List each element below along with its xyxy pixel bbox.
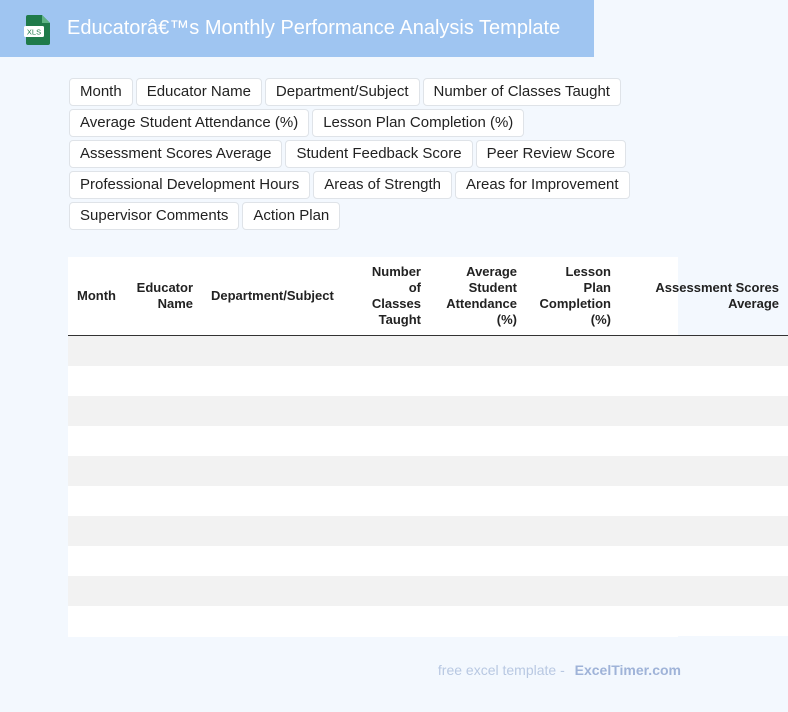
column-header: Number of Classes Taught [348, 257, 430, 336]
table-cell[interactable] [620, 546, 788, 576]
table-cell[interactable] [202, 336, 348, 367]
column-tag: Areas of Strength [313, 171, 452, 199]
table-cell[interactable] [430, 576, 526, 606]
table-cell[interactable] [430, 546, 526, 576]
table-cell[interactable] [526, 396, 620, 426]
table-cell[interactable] [68, 426, 126, 456]
table-cell[interactable] [68, 606, 126, 636]
table-cell[interactable] [430, 336, 526, 367]
column-tag: Action Plan [242, 202, 340, 230]
column-header: Assessment Scores Average [620, 257, 788, 336]
table-cell[interactable] [348, 486, 430, 516]
table-row [68, 426, 788, 456]
column-tag: Assessment Scores Average [69, 140, 282, 168]
table-cell[interactable] [68, 366, 126, 396]
footer-brand-link[interactable]: ExcelTimer.com [574, 662, 681, 678]
table-cell[interactable] [430, 366, 526, 396]
table-cell[interactable] [126, 516, 202, 546]
table-cell[interactable] [68, 486, 126, 516]
table-cell[interactable] [526, 456, 620, 486]
table-cell[interactable] [348, 396, 430, 426]
table-cell[interactable] [620, 576, 788, 606]
column-header: Month [68, 257, 126, 336]
table-cell[interactable] [348, 516, 430, 546]
table-cell[interactable] [348, 576, 430, 606]
table-cell[interactable] [68, 336, 126, 367]
table-row [68, 456, 788, 486]
table-cell[interactable] [430, 606, 526, 636]
column-tag: Average Student Attendance (%) [69, 109, 309, 137]
table-cell[interactable] [430, 456, 526, 486]
table-cell[interactable] [202, 576, 348, 606]
table-cell[interactable] [348, 546, 430, 576]
xls-file-icon [24, 15, 50, 45]
table-cell[interactable] [126, 426, 202, 456]
column-tag: Lesson Plan Completion (%) [312, 109, 524, 137]
page-title: Educatorâ€™s Monthly Performance Analysis Template [67, 17, 561, 39]
table-cell[interactable] [526, 516, 620, 546]
column-tag: Month [69, 78, 133, 106]
table-cell[interactable] [348, 456, 430, 486]
table-row [68, 606, 788, 636]
table-cell[interactable] [202, 546, 348, 576]
table-cell[interactable] [620, 606, 788, 636]
table-cell[interactable] [620, 426, 788, 456]
data-table [68, 257, 788, 636]
svg-text:XLS: XLS [26, 27, 42, 37]
column-header: Lesson Plan Completion (%) [526, 257, 620, 336]
table-cell[interactable] [126, 396, 202, 426]
table-cell[interactable] [620, 336, 788, 367]
table-cell[interactable] [620, 366, 788, 396]
table-row [68, 396, 788, 426]
table-cell[interactable] [620, 486, 788, 516]
table-cell[interactable] [620, 396, 788, 426]
table-cell[interactable] [202, 516, 348, 546]
table-cell[interactable] [68, 456, 126, 486]
column-tag: Professional Development Hours [69, 171, 310, 199]
table-cell[interactable] [126, 486, 202, 516]
table-cell[interactable] [430, 426, 526, 456]
column-tags [69, 78, 639, 230]
table-cell[interactable] [68, 576, 126, 606]
table-cell[interactable] [202, 366, 348, 396]
table-cell[interactable] [348, 336, 430, 367]
table-cell[interactable] [68, 516, 126, 546]
title-bar [0, 0, 594, 57]
column-tag: Areas for Improvement [455, 171, 630, 199]
table-cell[interactable] [526, 606, 620, 636]
table-row [68, 336, 788, 367]
table-cell[interactable] [348, 426, 430, 456]
footer-prefix: free excel template - [437, 662, 565, 678]
table-cell[interactable] [430, 516, 526, 546]
table-cell[interactable] [126, 606, 202, 636]
column-tag: Peer Review Score [476, 140, 626, 168]
column-tag: Number of Classes Taught [423, 78, 621, 106]
column-header: Department/Subject [202, 257, 348, 336]
table-cell[interactable] [526, 546, 620, 576]
table-cell[interactable] [126, 546, 202, 576]
footer-credit [438, 662, 681, 678]
table-cell[interactable] [526, 336, 620, 367]
table-cell[interactable] [126, 336, 202, 367]
table-cell[interactable] [202, 606, 348, 636]
table-cell[interactable] [202, 396, 348, 426]
table-header-row [68, 257, 788, 336]
table-cell[interactable] [620, 456, 788, 486]
spreadsheet-preview [68, 257, 779, 637]
table-cell[interactable] [202, 486, 348, 516]
table-row [68, 546, 788, 576]
table-cell[interactable] [348, 366, 430, 396]
table-cell[interactable] [526, 486, 620, 516]
table-cell[interactable] [68, 546, 126, 576]
table-row [68, 486, 788, 516]
column-tag: Department/Subject [265, 78, 420, 106]
table-cell[interactable] [430, 396, 526, 426]
table-cell[interactable] [348, 606, 430, 636]
table-cell[interactable] [126, 576, 202, 606]
table-cell[interactable] [68, 396, 126, 426]
table-row [68, 576, 788, 606]
table-cell[interactable] [526, 576, 620, 606]
column-header: Educator Name [126, 257, 202, 336]
column-tag: Student Feedback Score [285, 140, 472, 168]
table-cell[interactable] [202, 426, 348, 456]
table-cell[interactable] [526, 426, 620, 456]
table-row [68, 366, 788, 396]
table-cell[interactable] [126, 366, 202, 396]
table-cell[interactable] [526, 366, 620, 396]
table-cell[interactable] [430, 486, 526, 516]
table-row [68, 516, 788, 546]
table-cell[interactable] [620, 516, 788, 546]
column-header: Average Student Attendance (%) [430, 257, 526, 336]
column-tag: Educator Name [136, 78, 262, 106]
column-tag: Supervisor Comments [69, 202, 239, 230]
table-cell[interactable] [126, 456, 202, 486]
table-cell[interactable] [202, 456, 348, 486]
